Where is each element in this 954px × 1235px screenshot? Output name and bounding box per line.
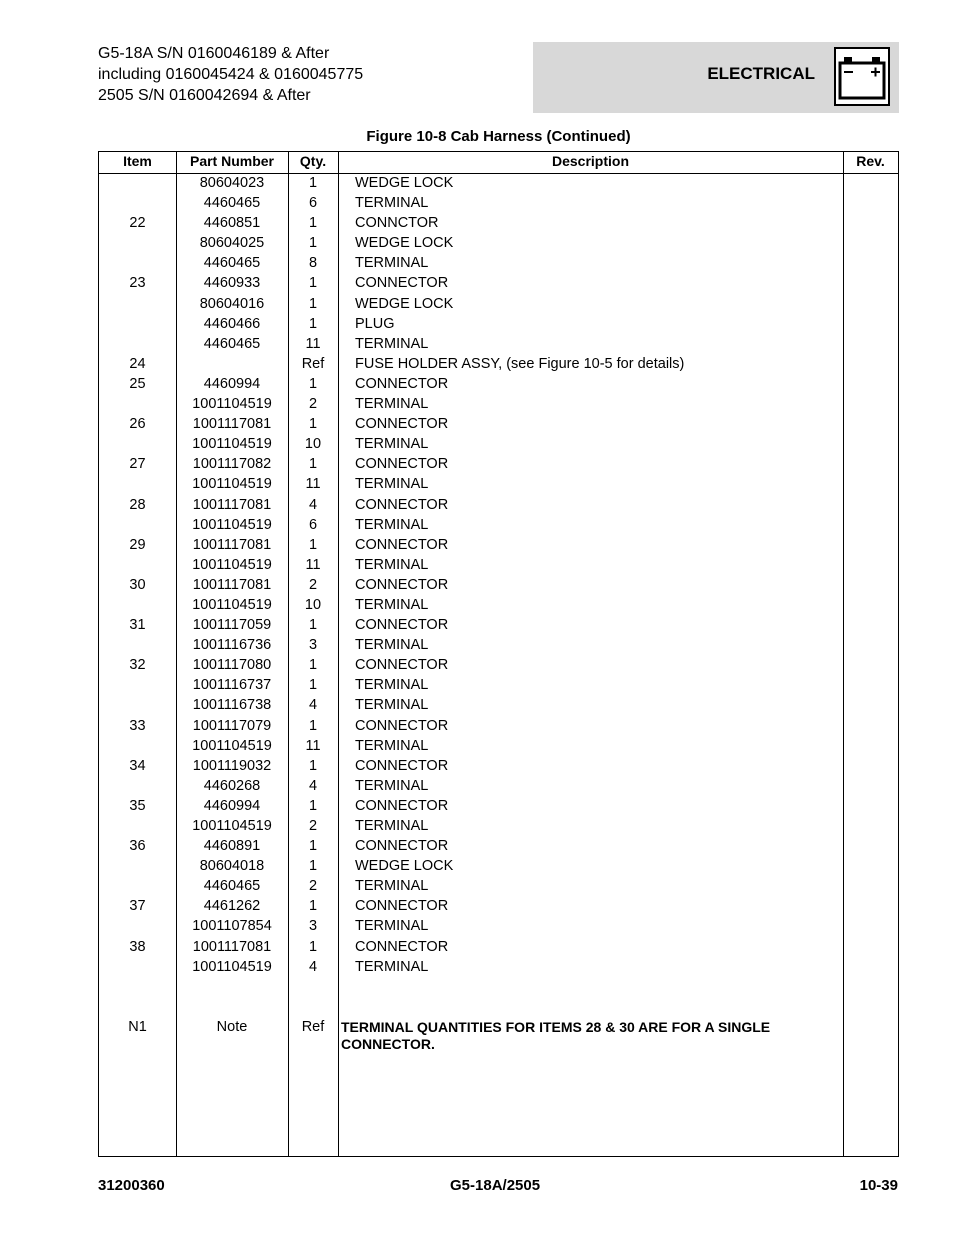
note-item: N1 xyxy=(128,1019,147,1035)
table-row xyxy=(99,877,898,897)
table-row xyxy=(99,576,898,596)
row-item: 27 xyxy=(129,456,146,473)
table-row xyxy=(99,475,898,495)
header-description: Description xyxy=(551,153,629,169)
row-part-number: 4460994 xyxy=(203,375,261,392)
row-item: 24 xyxy=(129,355,146,372)
row-part-number: 4460891 xyxy=(203,838,261,855)
figure-title: Figure 10-8 Cab Harness (Continued) xyxy=(366,128,631,145)
row-description: TERMINAL xyxy=(355,958,429,975)
row-item: 29 xyxy=(129,536,146,553)
table-row xyxy=(99,656,898,676)
table-row xyxy=(99,254,898,274)
row-description: TERMINAL xyxy=(355,737,429,754)
row-item: 37 xyxy=(129,898,146,915)
table-row xyxy=(99,636,898,656)
row-item: 38 xyxy=(129,938,146,955)
row-qty: 4 xyxy=(308,496,318,513)
table-row xyxy=(99,817,898,837)
table-row xyxy=(99,234,898,254)
row-description: TERMINAL xyxy=(355,396,429,413)
row-description: CONNECTOR xyxy=(355,898,449,915)
row-description: CONNECTOR xyxy=(355,576,449,593)
row-qty: 1 xyxy=(308,657,318,674)
row-qty: 2 xyxy=(308,576,318,593)
table-row xyxy=(99,596,898,616)
row-description: TERMINAL xyxy=(355,476,429,493)
row-description: CONNCTOR xyxy=(355,215,439,232)
row-qty: 1 xyxy=(308,838,318,855)
row-qty: 1 xyxy=(308,757,318,774)
row-description: CONNECTOR xyxy=(355,496,449,513)
table-row xyxy=(99,556,898,576)
row-item: 33 xyxy=(129,717,146,734)
row-part-number: 4460851 xyxy=(203,215,261,232)
header-line-1: G5-18A S/N 0160046189 & After xyxy=(98,45,330,62)
section-label: ELECTRICAL xyxy=(707,64,815,83)
table-row xyxy=(99,917,898,937)
row-qty: 1 xyxy=(308,456,318,473)
row-part-number: 4460268 xyxy=(203,777,261,794)
row-description: CONNECTOR xyxy=(355,838,449,855)
row-part-number: 4460465 xyxy=(203,195,261,212)
row-description: TERMINAL xyxy=(355,436,429,453)
row-qty: 1 xyxy=(308,275,318,292)
row-part-number: 80604018 xyxy=(199,858,265,875)
table-row xyxy=(99,857,898,877)
row-description: WEDGE LOCK xyxy=(355,858,454,875)
footer-page-number: 10-39 xyxy=(859,1177,898,1194)
row-qty: 3 xyxy=(308,918,318,935)
row-description: TERMINAL xyxy=(355,637,429,654)
row-description: FUSE HOLDER ASSY, (see Figure 10-5 for details) xyxy=(355,355,685,372)
row-qty: 6 xyxy=(308,195,318,212)
row-item: 28 xyxy=(129,496,146,513)
table-row xyxy=(99,315,898,335)
document-header xyxy=(98,43,518,106)
row-part-number: 1001104519 xyxy=(192,436,272,453)
table-row xyxy=(99,676,898,696)
row-description: TERMINAL xyxy=(355,195,429,212)
row-description: CONNECTOR xyxy=(355,757,449,774)
row-qty: 1 xyxy=(308,175,318,191)
table-row xyxy=(99,194,898,214)
header-line-3: 2505 S/N 0160042694 & After xyxy=(98,87,311,104)
row-description: WEDGE LOCK xyxy=(355,235,454,252)
row-description: TERMINAL xyxy=(355,596,429,613)
row-description: TERMINAL xyxy=(355,878,429,895)
table-row xyxy=(99,274,898,294)
row-qty: 2 xyxy=(308,396,318,413)
row-qty: 10 xyxy=(304,596,322,613)
row-qty: 11 xyxy=(305,335,321,352)
row-qty: 10 xyxy=(304,436,322,453)
row-part-number: 1001117081 xyxy=(192,536,272,553)
table-row xyxy=(99,777,898,797)
row-item: 36 xyxy=(129,838,146,855)
row-item: 26 xyxy=(129,416,146,433)
row-description: WEDGE LOCK xyxy=(355,295,454,312)
header-part-number: Part Number xyxy=(189,153,275,169)
row-description: CONNECTOR xyxy=(355,416,449,433)
row-qty: 11 xyxy=(305,737,321,754)
row-qty: 2 xyxy=(308,818,318,834)
row-part-number: 4461262 xyxy=(203,898,261,915)
row-part-number: 1001116738 xyxy=(192,697,272,714)
table-body xyxy=(99,174,898,978)
row-qty: Ref xyxy=(301,355,325,372)
table-row xyxy=(99,536,898,556)
row-description: CONNECTOR xyxy=(355,938,449,955)
row-item: 34 xyxy=(129,757,146,774)
row-qty: 4 xyxy=(308,697,318,714)
row-part-number: 4460465 xyxy=(203,255,261,272)
table-row xyxy=(99,958,898,978)
table-row xyxy=(99,455,898,475)
row-part-number: 1001104519 xyxy=(192,516,272,533)
row-qty: 1 xyxy=(308,295,318,312)
footer-model: G5-18A/2505 xyxy=(450,1177,541,1194)
header-item: Item xyxy=(123,153,152,169)
table-row xyxy=(99,938,898,958)
row-qty: 1 xyxy=(308,315,318,332)
row-qty: 1 xyxy=(308,375,318,392)
row-qty: 4 xyxy=(308,777,318,794)
row-part-number: 4460466 xyxy=(203,315,261,332)
table-row xyxy=(99,395,898,415)
row-part-number: 1001117079 xyxy=(192,717,272,734)
table-row xyxy=(99,717,898,737)
row-qty: 8 xyxy=(308,255,318,272)
row-qty: 2 xyxy=(308,878,318,895)
row-qty: 1 xyxy=(308,235,318,252)
row-description: TERMINAL xyxy=(355,556,429,573)
section-tab xyxy=(533,42,899,113)
row-part-number: 1001107854 xyxy=(192,918,272,935)
table-row xyxy=(99,415,898,435)
parts-table xyxy=(98,151,899,1157)
note-text: TERMINAL QUANTITIES FOR ITEMS 28 & 30 ARE FOR A SINGLE CONNECTOR. xyxy=(341,1019,771,1052)
table-row xyxy=(99,496,898,516)
battery-icon xyxy=(834,47,890,106)
row-item: 35 xyxy=(129,797,146,814)
table-row xyxy=(99,214,898,234)
row-qty: 6 xyxy=(308,516,318,533)
row-part-number: 1001117081 xyxy=(192,416,272,433)
row-part-number: 4460933 xyxy=(203,275,261,292)
table-row xyxy=(99,837,898,857)
row-qty: 1 xyxy=(308,416,318,433)
row-description: TERMINAL xyxy=(355,697,429,714)
row-part-number: 1001104519 xyxy=(192,958,272,975)
table-row xyxy=(99,355,898,375)
footer-doc-number: 31200360 xyxy=(98,1177,165,1194)
row-item: 23 xyxy=(129,275,146,292)
table-row xyxy=(99,375,898,395)
table-row xyxy=(99,737,898,757)
table-row xyxy=(99,616,898,636)
row-part-number: 80604016 xyxy=(199,295,265,312)
row-description: CONNECTOR xyxy=(355,797,449,814)
row-qty: 1 xyxy=(308,898,318,915)
row-item: 31 xyxy=(129,617,146,634)
row-description: CONNECTOR xyxy=(355,275,449,292)
row-description: WEDGE LOCK xyxy=(355,175,454,191)
header-qty: Qty. xyxy=(299,153,327,169)
row-description: TERMINAL xyxy=(355,818,429,834)
row-qty: 11 xyxy=(305,556,321,573)
row-part-number: 1001104519 xyxy=(192,737,272,754)
note-qty: Ref xyxy=(301,1019,325,1035)
table-row xyxy=(99,335,898,355)
row-item: 22 xyxy=(129,215,146,232)
row-part-number: 4460465 xyxy=(203,335,261,352)
row-description: TERMINAL xyxy=(355,516,429,533)
table-row xyxy=(99,897,898,917)
row-qty: 1 xyxy=(308,858,318,875)
row-part-number: 80604025 xyxy=(199,235,265,252)
row-qty: 3 xyxy=(308,637,318,654)
row-part-number: 1001117081 xyxy=(192,938,272,955)
row-qty: 1 xyxy=(308,617,318,634)
row-qty: 1 xyxy=(308,677,318,694)
table-row xyxy=(99,174,898,194)
table-row xyxy=(99,435,898,455)
row-qty: 1 xyxy=(308,536,318,553)
row-description: PLUG xyxy=(355,315,395,332)
note-part: Note xyxy=(216,1019,248,1035)
row-description: CONNECTOR xyxy=(355,375,449,392)
table-row xyxy=(99,295,898,315)
row-part-number: 1001116737 xyxy=(192,677,272,694)
row-part-number: 4460465 xyxy=(203,878,261,895)
row-part-number: 1001119032 xyxy=(192,757,272,774)
row-part-number: 1001104519 xyxy=(192,596,272,613)
row-part-number: 1001104519 xyxy=(192,556,272,573)
row-qty: 1 xyxy=(308,797,318,814)
row-part-number: 1001104519 xyxy=(192,818,272,834)
row-description: TERMINAL xyxy=(355,677,429,694)
row-qty: 11 xyxy=(305,476,321,493)
row-description: TERMINAL xyxy=(355,777,429,794)
row-part-number: 1001117059 xyxy=(192,617,272,634)
row-description: TERMINAL xyxy=(355,918,429,935)
row-qty: 1 xyxy=(308,215,318,232)
row-qty: 1 xyxy=(308,938,318,955)
table-row xyxy=(99,797,898,817)
row-part-number: 4460994 xyxy=(203,797,261,814)
row-part-number: 1001117081 xyxy=(192,576,272,593)
row-description: CONNECTOR xyxy=(355,717,449,734)
table-row xyxy=(99,757,898,777)
header-rev: Rev. xyxy=(856,153,885,169)
row-description: TERMINAL xyxy=(355,255,429,272)
row-part-number: 1001117081 xyxy=(192,496,272,513)
row-part-number: 1001104519 xyxy=(192,396,272,413)
row-part-number: 1001116736 xyxy=(192,637,272,654)
row-part-number: 1001117082 xyxy=(192,456,272,473)
row-qty: 1 xyxy=(308,717,318,734)
table-row xyxy=(99,696,898,716)
row-description: CONNECTOR xyxy=(355,657,449,674)
row-description: CONNECTOR xyxy=(355,456,449,473)
row-description: CONNECTOR xyxy=(355,536,449,553)
row-part-number: 1001104519 xyxy=(192,476,272,493)
row-part-number: 80604023 xyxy=(199,175,265,191)
row-item: 25 xyxy=(129,375,146,392)
table-row xyxy=(99,516,898,536)
row-description: TERMINAL xyxy=(355,335,429,352)
row-item: 30 xyxy=(129,576,146,593)
row-qty: 4 xyxy=(308,958,318,975)
row-item: 32 xyxy=(129,657,146,674)
row-part-number: 1001117080 xyxy=(192,657,272,674)
header-line-2: including 0160045424 & 0160045775 xyxy=(98,66,364,83)
row-description: CONNECTOR xyxy=(355,617,449,634)
